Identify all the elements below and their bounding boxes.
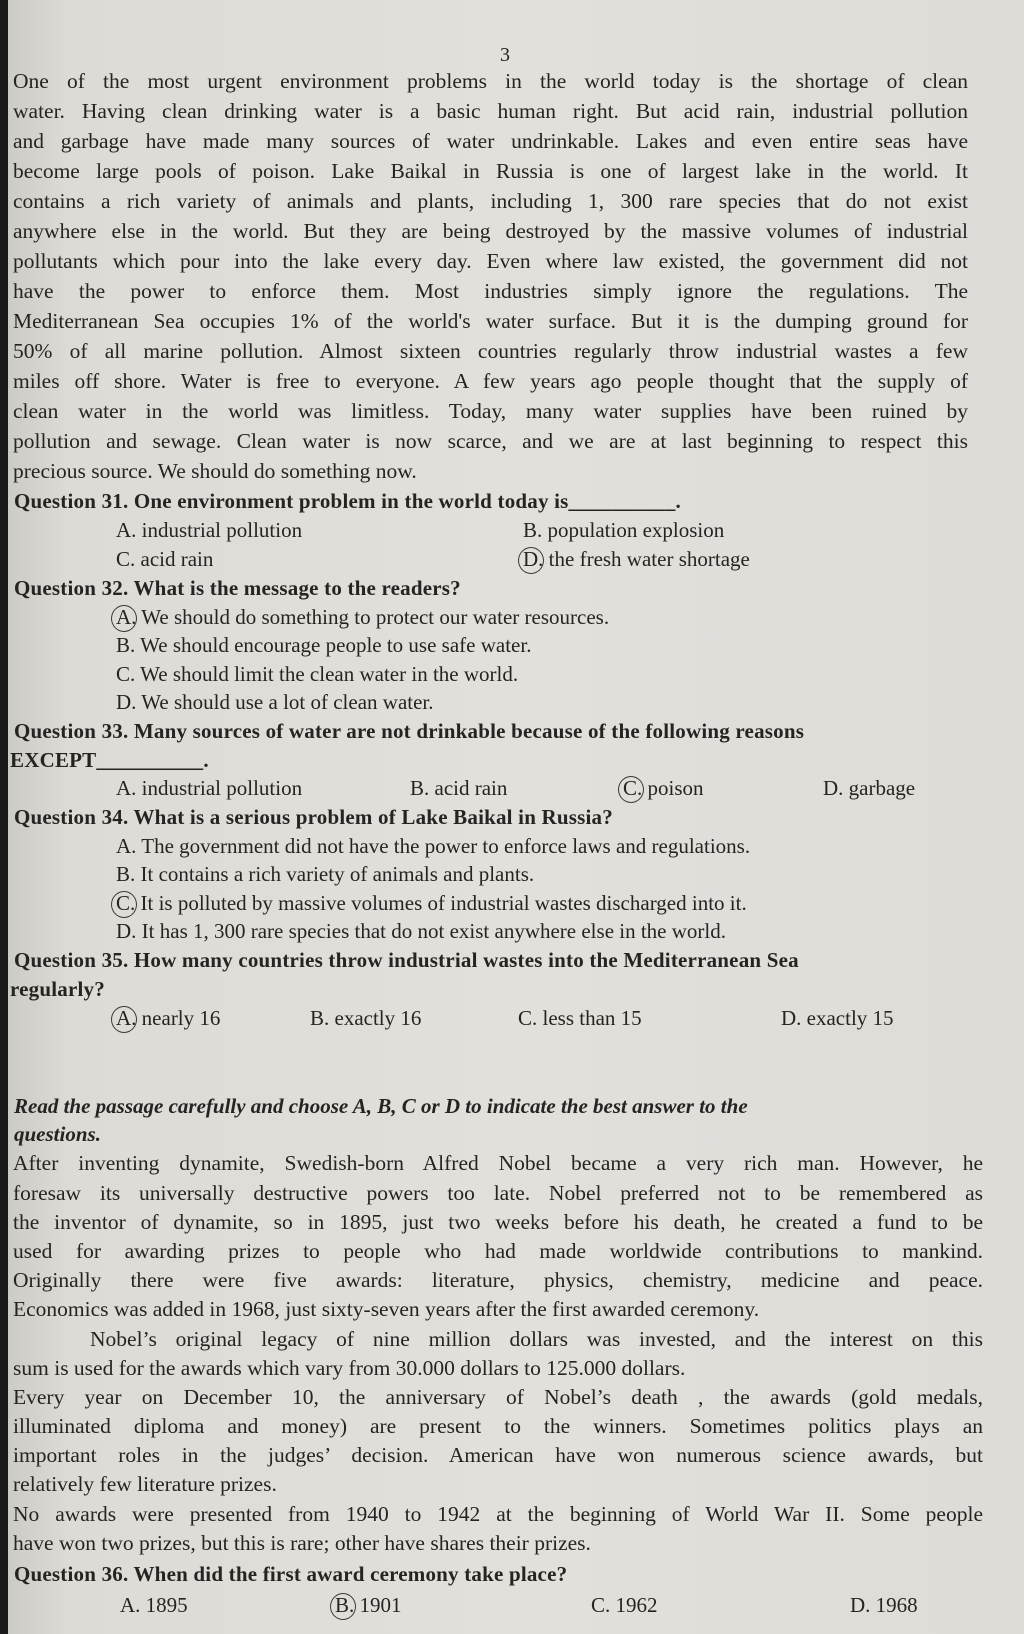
option-d[interactable] xyxy=(523,546,750,572)
option-b[interactable]: B. It contains a rich variety of animals and plants. xyxy=(116,862,535,886)
passage-line: pollution and sewage. Clean water is now scarce, and we are at last beginning to respect this xyxy=(13,429,968,453)
option-b[interactable]: B. population explosion xyxy=(523,518,725,542)
option-c[interactable]: C. less than 15 xyxy=(518,1006,642,1030)
passage-line: One of the most urgent environment problems in the world today is the shortage of clean xyxy=(13,69,968,93)
option-c[interactable] xyxy=(623,775,704,801)
option-a[interactable]: A. 1895 xyxy=(120,1593,188,1617)
passage-line: important roles in the judges’ decision. American have won numerous science awards, but xyxy=(13,1443,983,1467)
document-page xyxy=(8,0,1024,1634)
passage-line: Economics was added in 1968, just sixty-seven years after the first awarded ceremony. xyxy=(13,1297,760,1321)
instruction-line: questions. xyxy=(14,1122,101,1146)
option-b[interactable] xyxy=(335,1592,402,1618)
answer-circle-icon: A xyxy=(116,1006,132,1030)
question-stem: Question 35. How many countries throw industrial wastes into the Mediterranean Sea xyxy=(14,948,799,972)
option-d[interactable]: D. It has 1, 300 rare species that do not exist anywhere else in the world. xyxy=(116,919,726,943)
passage-line: After inventing dynamite, Swedish-born Alfred Nobel became a very rich man. However, he xyxy=(13,1151,983,1175)
option-text: . poison xyxy=(637,776,704,800)
passage-line: pollutants which pour into the lake every day. Even where law existed, the government did not xyxy=(13,249,968,273)
option-text: . the fresh water shortage xyxy=(538,547,750,571)
passage-line: Nobel’s original legacy of nine million dollars was invested, and the interest on this xyxy=(90,1327,983,1351)
passage-line: No awards were presented from 1940 to 1942 at the beginning of World War II. Some people xyxy=(13,1502,983,1526)
option-d[interactable]: D. exactly 15 xyxy=(781,1006,894,1030)
passage-line: anywhere else in the world. But they are being destroyed by the massive volumes of industrial xyxy=(13,219,968,243)
option-a[interactable] xyxy=(116,1005,220,1031)
answer-circle-icon: C xyxy=(116,891,131,915)
question-stem: EXCEPT__________. xyxy=(10,748,209,772)
option-b[interactable]: B. We should encourage people to use safe water. xyxy=(116,633,532,657)
option-a[interactable] xyxy=(116,604,609,630)
answer-circle-icon: D xyxy=(523,547,539,571)
answer-circle-icon: C xyxy=(623,776,638,800)
passage-line: have won two prizes, but this is rare; other have shares their prizes. xyxy=(13,1531,591,1555)
passage-line: miles off shore. Water is free to everyone. A few years ago people thought that the supply of xyxy=(13,369,968,393)
option-b[interactable]: B. exactly 16 xyxy=(310,1006,422,1030)
option-a[interactable]: A. The government did not have the power to enforce laws and regulations. xyxy=(116,834,751,858)
option-text: . It is polluted by massive volumes of industrial wastes discharged into it. xyxy=(130,891,747,915)
option-d[interactable]: D. We should use a lot of clean water. xyxy=(116,690,434,714)
question-stem: Question 31. One environment problem in the world today is__________. xyxy=(14,489,681,513)
question-stem: Question 32. What is the message to the readers? xyxy=(14,576,461,600)
passage-line: used for awarding prizes to people who had made worldwide contributions to mankind. xyxy=(13,1239,983,1263)
passage-line: have the power to enforce them. Most industries simply ignore the regulations. The xyxy=(13,279,968,303)
option-c[interactable] xyxy=(116,890,747,916)
passage-line: precious source. We should do something now. xyxy=(13,459,417,483)
option-text: . We should do something to protect our water resources. xyxy=(131,605,610,629)
passage-line: contains a rich variety of animals and plants, including 1, 300 rare species that do not exist xyxy=(13,189,968,213)
passage-line: sum is used for the awards which vary from 30.000 dollars to 125.000 dollars. xyxy=(13,1356,686,1380)
passage-line: and garbage have made many sources of water undrinkable. Lakes and even entire seas have xyxy=(13,129,968,153)
question-stem: Question 36. When did the first award ceremony take place? xyxy=(14,1562,568,1586)
passage-line: Mediterranean Sea occupies 1% of the world's water surface. But it is the dumping ground for xyxy=(13,309,968,333)
passage-line: water. Having clean drinking water is a basic human right. But acid rain, industrial pollution xyxy=(13,99,968,123)
answer-circle-icon: B xyxy=(335,1593,350,1617)
instruction-line: Read the passage carefully and choose A, B, C or D to indicate the best answer to the xyxy=(14,1094,748,1118)
passage-line: 50% of all marine pollution. Almost sixteen countries regularly throw industrial wastes a few xyxy=(13,339,968,363)
passage-line: clean water in the world was limitless. Today, many water supplies have been ruined by xyxy=(13,399,968,423)
option-c[interactable]: C. acid rain xyxy=(116,547,214,571)
option-b[interactable]: B. acid rain xyxy=(410,776,508,800)
passage-line: Every year on December 10, the anniversary of Nobel’s death , the awards (gold medals, xyxy=(13,1385,983,1409)
page-number: 3 xyxy=(500,44,510,66)
passage-line: the inventor of dynamite, so in 1895, just two weeks before his death, he created a fund to be xyxy=(13,1210,983,1234)
option-a[interactable]: A. industrial pollution xyxy=(116,518,303,542)
option-a[interactable]: A. industrial pollution xyxy=(116,776,303,800)
option-c[interactable]: C. We should limit the clean water in the world. xyxy=(116,662,519,686)
option-c[interactable]: C. 1962 xyxy=(591,1593,658,1617)
option-d[interactable]: D. 1968 xyxy=(850,1593,918,1617)
option-text: . 1901 xyxy=(349,1593,402,1617)
passage-line: illuminated diploma and money) are present to the winners. Sometimes politics plays an xyxy=(13,1414,983,1438)
passage-line: relatively few literature prizes. xyxy=(13,1472,277,1496)
question-stem: Question 33. Many sources of water are not drinkable because of the following reasons xyxy=(14,719,805,743)
option-d[interactable]: D. garbage xyxy=(823,776,916,800)
option-text: . nearly 16 xyxy=(131,1006,221,1030)
passage-line: Originally there were five awards: literature, physics, chemistry, medicine and peace. xyxy=(13,1268,983,1292)
question-stem: regularly? xyxy=(10,977,105,1001)
passage-line: become large pools of poison. Lake Baikal in Russia is one of largest lake in the world. It xyxy=(13,159,968,183)
question-stem: Question 34. What is a serious problem of Lake Baikal in Russia? xyxy=(14,805,613,829)
answer-circle-icon: A xyxy=(116,605,132,629)
passage-line: foresaw its universally destructive powers too late. Nobel preferred not to be remembered as xyxy=(13,1181,983,1205)
